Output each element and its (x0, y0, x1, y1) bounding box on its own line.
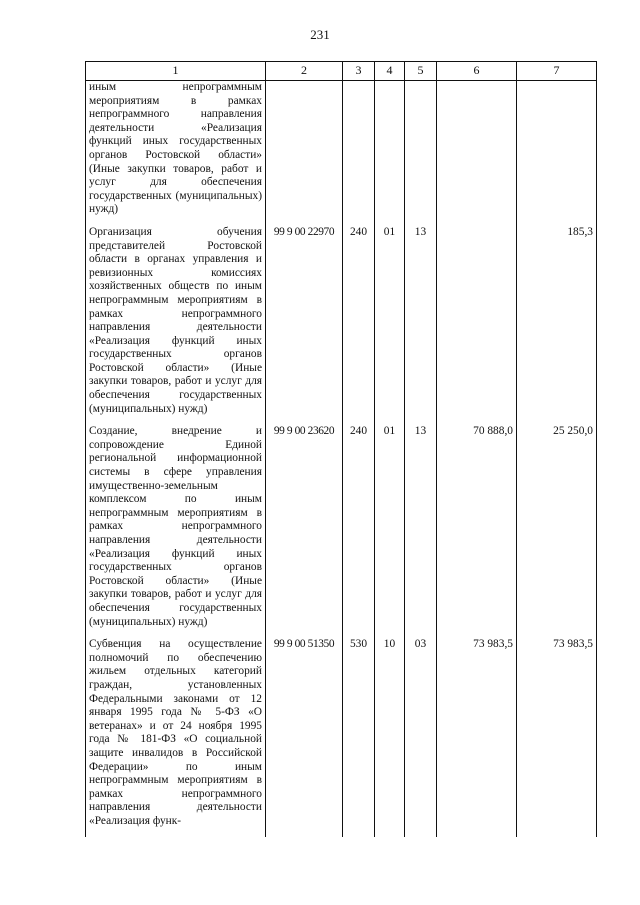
row-description: Создание, внедрение и сопровождение Единой региональной информационной системы в сфере управления имущественно-земельным комплексом по иным непрограммным мероприятиям в рамках непрограммного направления деятельности «Реализация функций иных государственных органов Ростовской области» (Иные закупки товаров, работ и услуг для обеспечения государственных (муниципальных) нужд) (86, 425, 266, 638)
row-amount-2: 185,3 (517, 226, 597, 425)
row-expense-type: 240 (343, 425, 375, 638)
row-amount-1: 73 983,5 (437, 638, 517, 837)
row-section (375, 81, 405, 226)
table-row (86, 425, 597, 638)
row-target-code: 99 9 00 23620 (266, 425, 343, 638)
row-section: 01 (375, 425, 405, 638)
page-number: 231 (310, 27, 330, 42)
row-description: Субвенция на осуществление полномочий по обеспечению жильем отдельных категорий граждан, установленных Федеральными законами от 12 января 1995 года № 5-ФЗ «О ветеранах» и от 24 ноября 1995 года № 181-ФЗ «О социальной защите инвалидов в Российской Федерации» по иным непрограммным мероприятиям в рамках непрограммного направления деятельности «Реализация функ- (86, 638, 266, 837)
header-col-7: 7 (517, 62, 597, 81)
header-col-5: 5 (405, 62, 437, 81)
row-section: 01 (375, 226, 405, 425)
header-col-4: 4 (375, 62, 405, 81)
header-col-3: 3 (343, 62, 375, 81)
row-subsection (405, 81, 437, 226)
row-description: иным непрограммным мероприятиям в рамках непрограммного направления деятельности «Реализация функций иных государственных органов Ростовской области» (Иные закупки товаров, работ и услуг для обеспечения государственных (муниципальных) нужд) (86, 81, 266, 226)
budget-table (85, 61, 597, 837)
row-expense-type: 240 (343, 226, 375, 425)
row-amount-1 (437, 81, 517, 226)
row-subsection: 13 (405, 425, 437, 638)
row-section: 10 (375, 638, 405, 837)
row-amount-1: 70 888,0 (437, 425, 517, 638)
row-expense-type (343, 81, 375, 226)
row-description: Организация обучения представителей Ростовской области в органах управления и ревизионных комиссиях хозяйственных обществ по иным непрограммным мероприятиям в рамках непрограммного направления деятельности «Реализация функций иных государственных органов Ростовской области» (Иные закупки товаров, работ и услуг для обеспечения государственных (муниципальных) нужд) (86, 226, 266, 425)
table-row (86, 81, 597, 226)
table-row (86, 638, 597, 837)
header-row (86, 62, 597, 81)
row-target-code (266, 81, 343, 226)
table-row (86, 226, 597, 425)
header-col-2: 2 (266, 62, 343, 81)
header-col-1: 1 (86, 62, 266, 81)
table-body (86, 81, 597, 838)
table-header (86, 62, 597, 81)
row-amount-2 (517, 81, 597, 226)
header-col-6: 6 (437, 62, 517, 81)
row-target-code: 99 9 00 22970 (266, 226, 343, 425)
row-target-code: 99 9 00 51350 (266, 638, 343, 837)
row-amount-2: 25 250,0 (517, 425, 597, 638)
row-expense-type: 530 (343, 638, 375, 837)
row-amount-2: 73 983,5 (517, 638, 597, 837)
row-subsection: 03 (405, 638, 437, 837)
row-subsection: 13 (405, 226, 437, 425)
row-amount-1 (437, 226, 517, 425)
